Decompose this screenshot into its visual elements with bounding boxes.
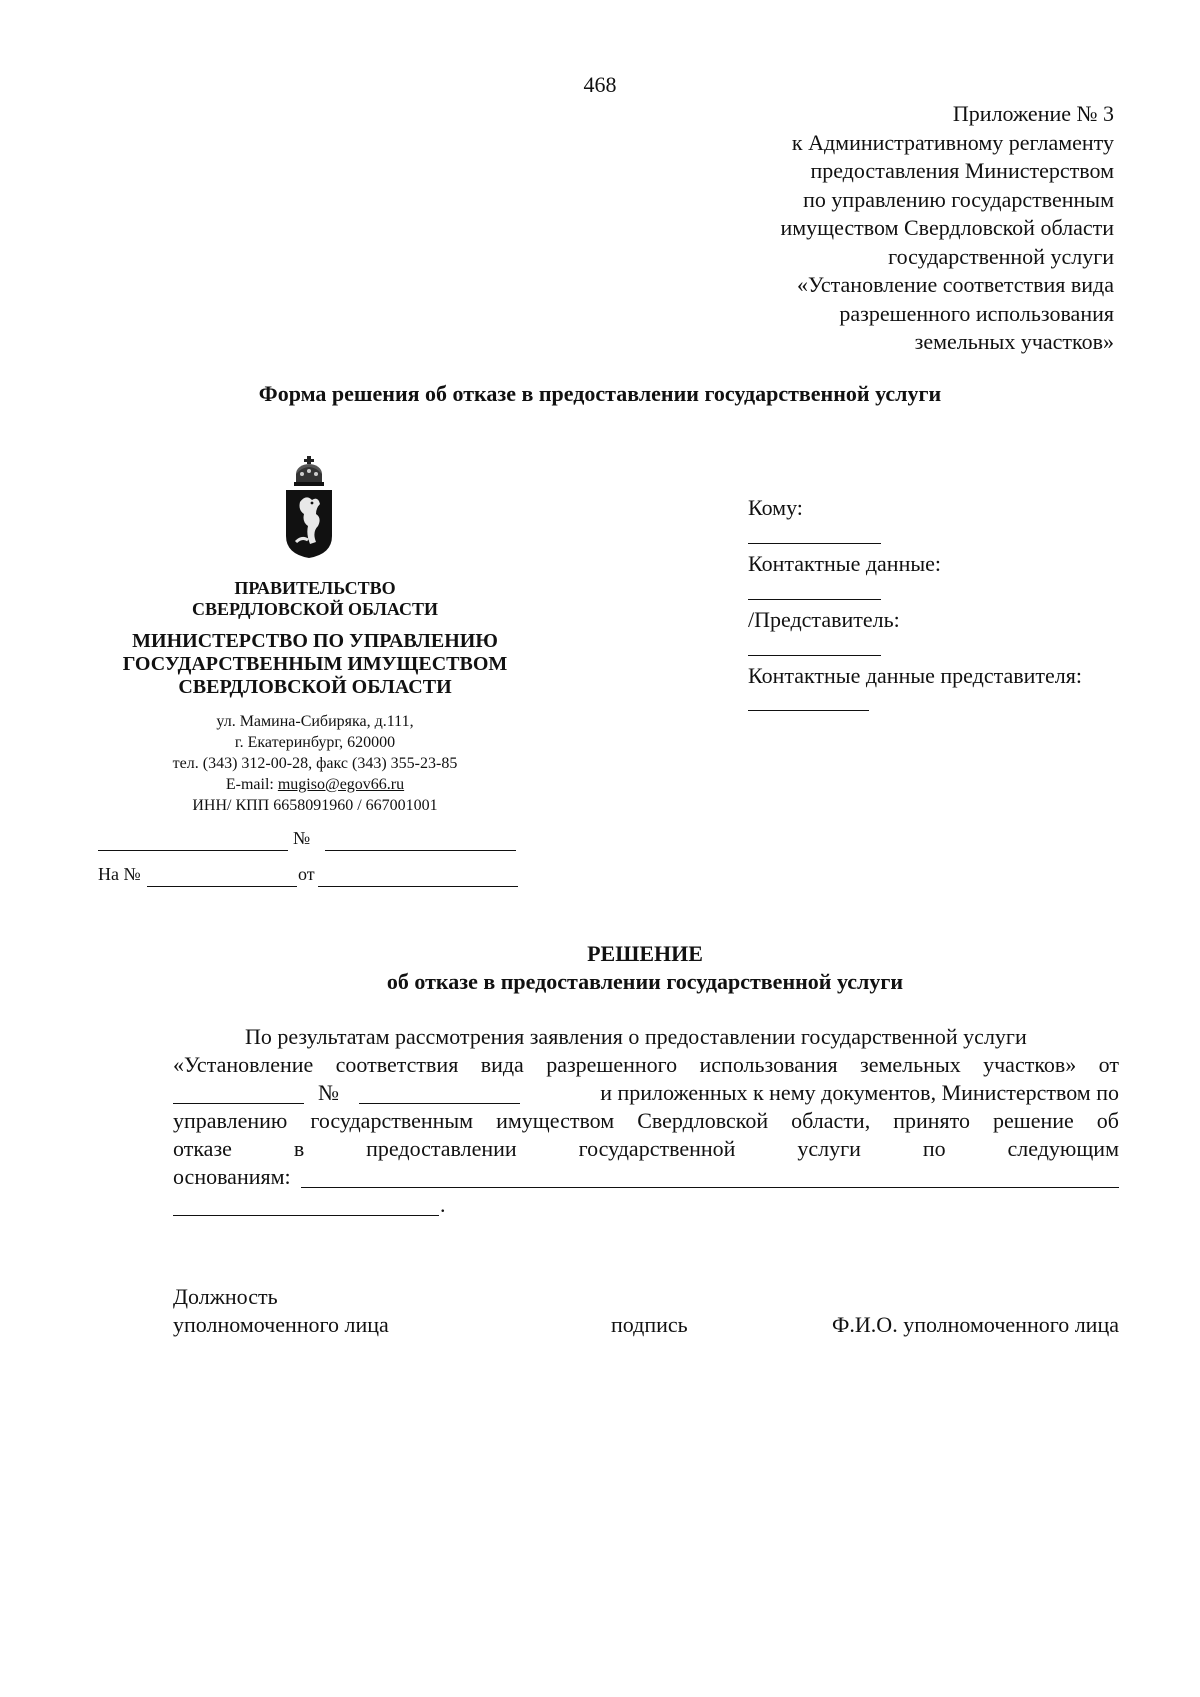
decision-line-6: основаниям: xyxy=(173,1164,291,1189)
decision-line-2: «Установление соответствия вида разрешенного использования земельных участков» от xyxy=(173,1052,1119,1077)
representative-contacts-label: Контактные данные представителя: xyxy=(748,663,1082,688)
reference-date-blank xyxy=(318,886,518,887)
reference-number-blank xyxy=(147,886,297,887)
contacts-blank xyxy=(748,599,881,600)
recipient-blank xyxy=(748,543,881,544)
ministry-line: ГОСУДАРСТВЕННЫМ ИМУЩЕСТВОМ xyxy=(122,653,508,675)
decision-word: по xyxy=(922,1136,946,1161)
decision-word: государственной xyxy=(578,1136,736,1161)
decision-word: следующим xyxy=(1007,1136,1119,1161)
representative-contacts-blank xyxy=(748,710,869,711)
appendix-line: к Административному регламенту xyxy=(791,129,1114,155)
reference-number-label: На № xyxy=(98,864,141,884)
email-label: E-mail: xyxy=(225,776,278,793)
decision-line-4: управлению государственным имуществом Свердловской области, принято решение об xyxy=(173,1108,1119,1133)
coat-of-arms-icon xyxy=(282,456,336,560)
appendix-line: разрешенного использования xyxy=(839,300,1114,326)
government-line: СВЕРДЛОВСКОЙ ОБЛАСТИ xyxy=(192,599,438,619)
decision-subheading: об отказе в предоставлении государственной услуги xyxy=(386,969,904,994)
representative-label: /Представитель: xyxy=(748,607,900,632)
decision-word: предоставлении xyxy=(366,1136,517,1161)
form-title: Форма решения об отказе в предоставлении государственной услуги xyxy=(258,381,942,406)
appendix-line: государственной услуги xyxy=(888,243,1114,269)
appendix-line: по управлению государственным xyxy=(803,186,1114,212)
grounds-blank-1 xyxy=(301,1187,1119,1188)
position-label-2: уполномоченного лица xyxy=(173,1312,389,1337)
appendix-line: предоставления Министерством xyxy=(810,158,1114,183)
application-date-blank xyxy=(173,1103,304,1104)
letterhead xyxy=(80,578,550,816)
decision-line-3: и приложенных к нему документов, Министерством по xyxy=(600,1080,1119,1105)
government-line: ПРАВИТЕЛЬСТВО xyxy=(234,578,396,598)
decision-end-period: . xyxy=(440,1192,446,1217)
application-number-blank xyxy=(359,1103,520,1104)
reference-date-label: от xyxy=(298,864,315,884)
appendix-heading xyxy=(594,100,1114,357)
decision-word: отказе xyxy=(173,1136,232,1161)
representative-blank xyxy=(748,655,881,656)
email-link[interactable]: mugiso@egov66.ru xyxy=(277,776,405,793)
outgoing-number-blank xyxy=(325,850,516,851)
ministry-line: МИНИСТЕРСТВО ПО УПРАВЛЕНИЮ xyxy=(132,630,498,652)
email-line xyxy=(80,774,550,795)
appendix-line: земельных участков» xyxy=(914,329,1114,354)
appendix-line: Приложение № 3 xyxy=(952,101,1114,126)
address-line: ул. Мамина-Сибиряка, д.111, xyxy=(216,713,414,730)
decision-word: в xyxy=(293,1136,305,1161)
ministry-address xyxy=(80,711,550,816)
page-number: 468 xyxy=(583,72,617,97)
signature-label: подпись xyxy=(611,1312,688,1337)
application-number-sign: № xyxy=(318,1080,339,1105)
appendix-line: «Установление соответствия вида xyxy=(796,272,1114,297)
decision-line-5 xyxy=(173,1136,1119,1162)
grounds-blank-2 xyxy=(173,1215,439,1216)
decision-word: услуги xyxy=(797,1136,861,1161)
phone-line: тел. (343) 312-00-28, факс (343) 355-23-85 xyxy=(172,755,458,772)
ministry-line: СВЕРДЛОВСКОЙ ОБЛАСТИ xyxy=(178,676,452,698)
address-line: г. Екатеринбург, 620000 xyxy=(234,734,396,751)
decision-heading: РЕШЕНИЕ xyxy=(587,941,703,966)
full-name-label: Ф.И.О. уполномоченного лица xyxy=(832,1312,1119,1337)
decision-title xyxy=(0,940,1200,996)
inn-line: ИНН/ КПП 6658091960 / 667001001 xyxy=(192,797,438,814)
position-label: Должность xyxy=(173,1284,278,1309)
outgoing-date-blank xyxy=(98,850,288,851)
government-name xyxy=(80,578,550,620)
contacts-label: Контактные данные: xyxy=(748,551,941,576)
appendix-line: имуществом Свердловской области xyxy=(780,215,1114,240)
recipient-label: Кому: xyxy=(748,495,803,520)
decision-line-1: По результатам рассмотрения заявления о предоставлении государственной услуги xyxy=(245,1024,1027,1049)
outgoing-number-sign: № xyxy=(293,828,311,848)
ministry-name xyxy=(80,630,550,699)
